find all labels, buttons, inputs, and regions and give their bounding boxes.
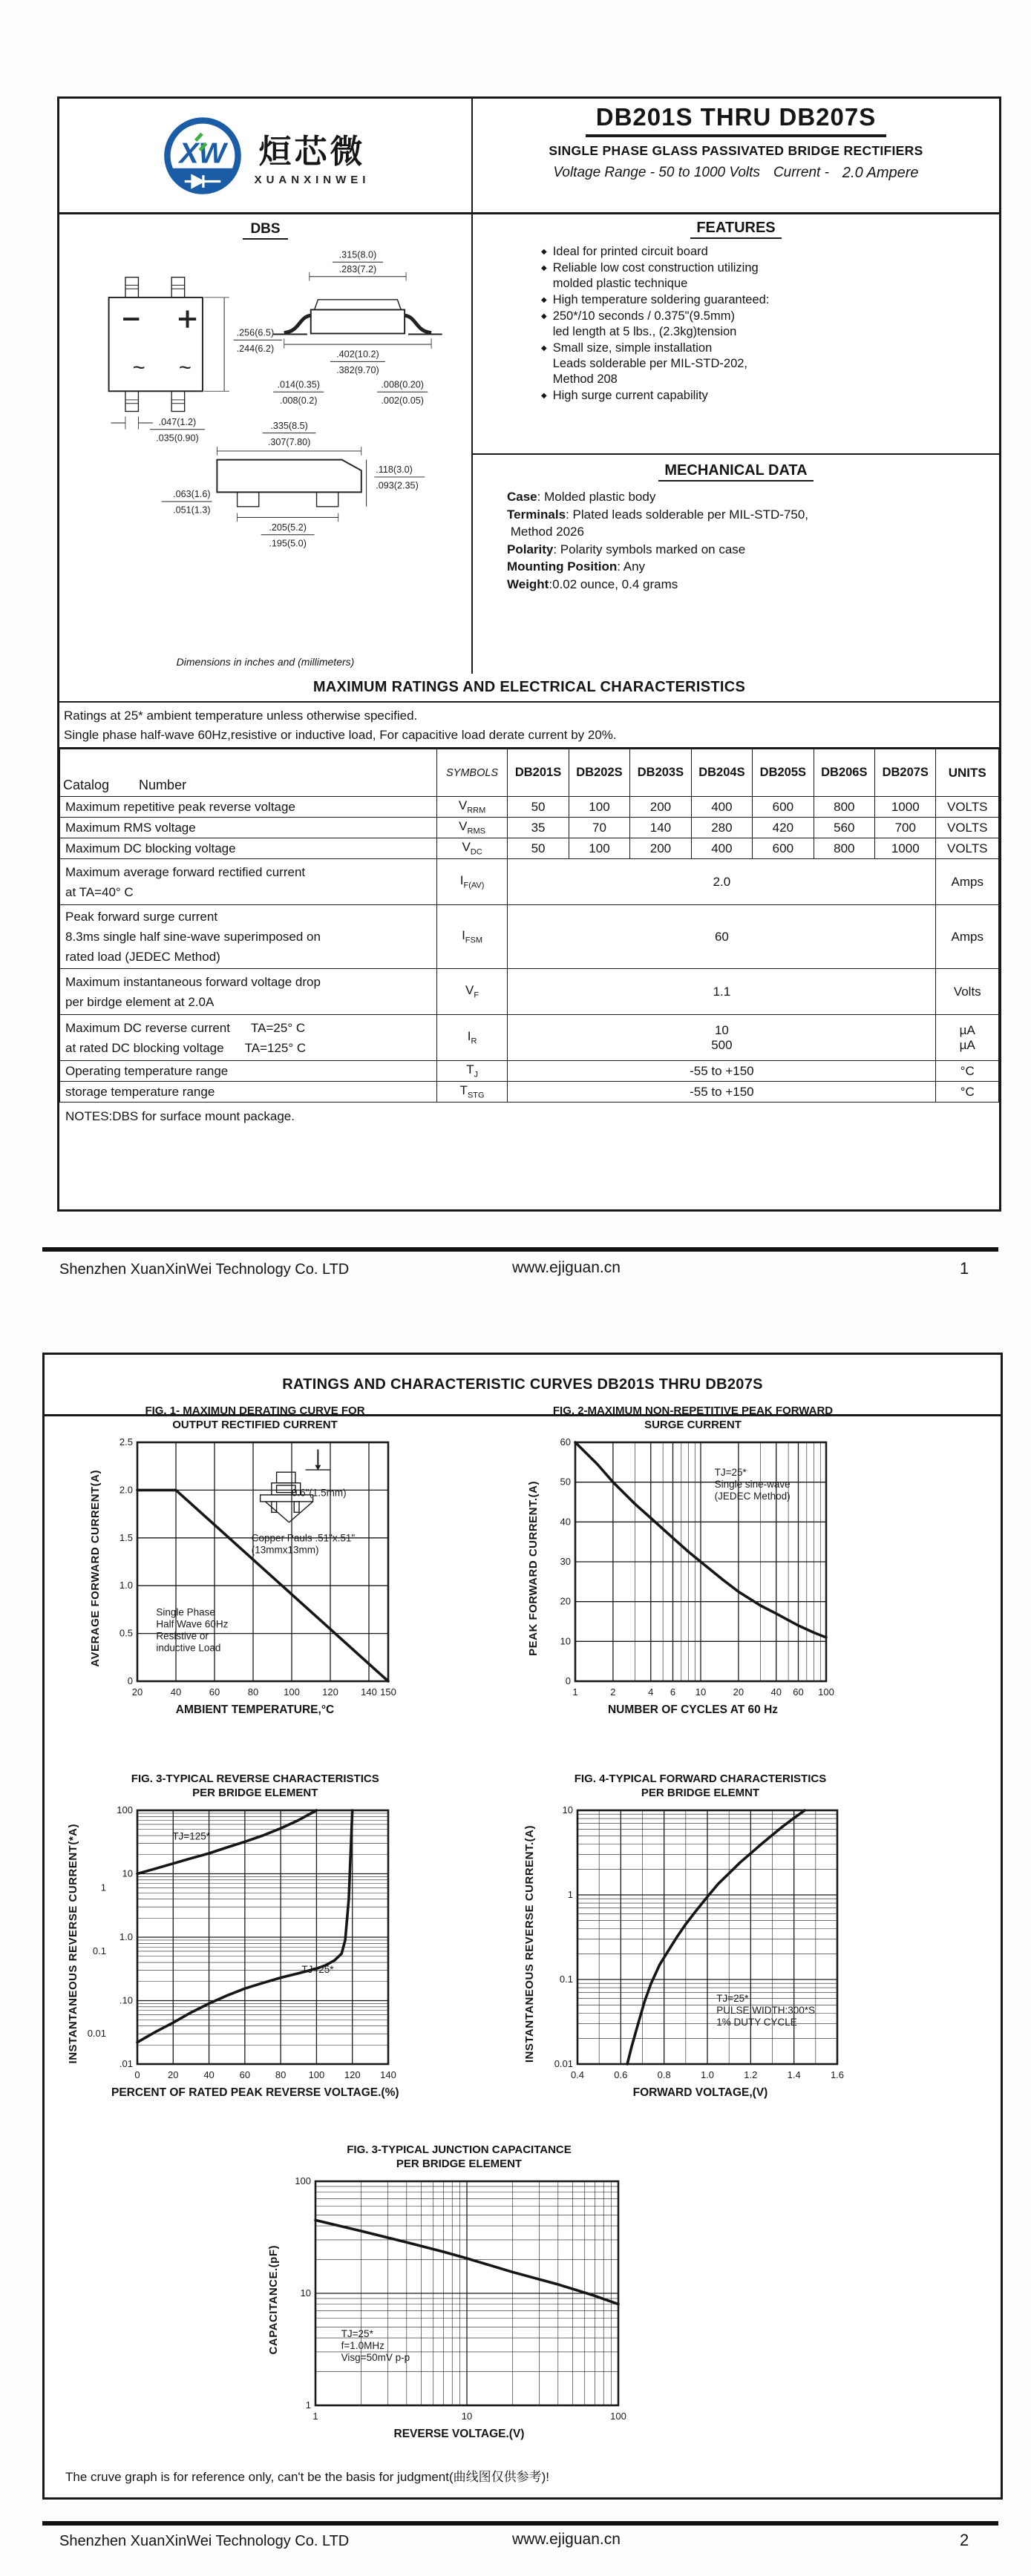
value-cell: 420 — [753, 818, 814, 838]
svg-text:80: 80 — [247, 1686, 259, 1698]
annotation: Copper Pauls .51"x.51" — [251, 1532, 356, 1544]
svg-text:.002(0.05): .002(0.05) — [380, 395, 424, 406]
svg-text:.008(0.2): .008(0.2) — [279, 395, 317, 406]
condition-line: Single phase half-wave 60Hz,resistive or inductive load, For capacitive load derate current by 20%. — [64, 728, 617, 742]
svg-text:1.2: 1.2 — [744, 2069, 758, 2080]
diamond-bullet-icon: ◆ — [541, 296, 547, 304]
table-header-row — [60, 749, 999, 797]
svg-text:0.8: 0.8 — [657, 2069, 671, 2080]
svg-text:1.5: 1.5 — [119, 1531, 133, 1543]
svg-text:6: 6 — [670, 1686, 676, 1698]
svg-text:100: 100 — [308, 2069, 325, 2080]
svg-text:.10: .10 — [119, 1994, 133, 2006]
features-heading: FEATURES — [473, 220, 999, 237]
unit-cell: µA µA — [936, 1015, 999, 1061]
annotation: Half Wave 60Hz — [156, 1618, 229, 1630]
annotation: Single sine-wave — [714, 1479, 791, 1491]
footer-website[interactable]: www.ejiguan.cn — [512, 1259, 621, 1276]
svg-text:1.0: 1.0 — [700, 2069, 715, 2080]
figure-3-title: FIG. 3-TYPICAL REVERSE CHARACTERISTICS — [131, 1772, 379, 1785]
annotation: Visg=50mV p-p — [341, 2351, 410, 2363]
ac-mark: ~ — [132, 355, 145, 380]
figure-3-ylabel: INSTANTANEOUS REVERSE CURRENT(*A) — [67, 1824, 79, 2064]
parameter-cell: Maximum instantaneous forward voltage drop per birdge element at 2.0A — [60, 969, 437, 1015]
svg-text:.195(5.0): .195(5.0) — [268, 538, 307, 549]
svg-text:150: 150 — [380, 1686, 396, 1698]
parameter-cell: Peak forward surge current 8.3ms single half sine-wave superimposed on rated load (JEDEC Method) — [60, 905, 437, 969]
svg-text:100: 100 — [295, 2175, 311, 2186]
datasheet-page-1 — [57, 96, 1001, 1212]
svg-text:.315(8.0): .315(8.0) — [338, 249, 376, 260]
annotation: (13mmx13mm) — [251, 1544, 319, 1556]
value-cell: 1000 — [875, 838, 936, 859]
svg-text:100: 100 — [610, 2411, 626, 2422]
ac-mark: ~ — [178, 355, 192, 380]
part-number-header: DB207S — [875, 749, 936, 797]
value-cell: 1000 — [875, 797, 936, 818]
parameter-cell: Operating temperature range — [60, 1061, 437, 1082]
unit-cell: Amps — [936, 859, 999, 905]
figure-2-plot — [540, 1435, 837, 1702]
symbol-cell: $T_J$ — [436, 1061, 508, 1082]
part-number-header: DB203S — [630, 749, 691, 797]
parameter-cell: Maximum DC blocking voltage — [60, 838, 437, 859]
footer-website[interactable]: www.ejiguan.cn — [512, 2531, 621, 2548]
unit-cell: VOLTS — [936, 838, 999, 859]
diamond-bullet-icon: ◆ — [541, 312, 547, 321]
unit-cell: VOLTS — [936, 797, 999, 818]
svg-text:0.4: 0.4 — [570, 2069, 585, 2080]
parameter-cell: Maximum RMS voltage — [60, 818, 437, 838]
svg-text:60: 60 — [239, 2069, 251, 2080]
unit-cell: Amps — [936, 905, 999, 969]
value-cell: 560 — [814, 818, 874, 838]
svg-text:80: 80 — [275, 2069, 287, 2080]
value-cell: 800 — [814, 797, 874, 818]
voltage-range: Voltage Range - 50 to 1000 Volts — [553, 165, 760, 180]
svg-text:120: 120 — [344, 2069, 361, 2080]
units-header: UNITS — [936, 749, 999, 797]
svg-text:.307(7.80): .307(7.80) — [267, 437, 310, 448]
diamond-bullet-icon: ◆ — [541, 248, 547, 256]
symbol-cell: $V_{RMS}$ — [436, 818, 508, 838]
table-row — [60, 818, 999, 838]
svg-text:60: 60 — [793, 1686, 804, 1698]
svg-text:0: 0 — [134, 2069, 140, 2080]
svg-text:.335(8.5): .335(8.5) — [269, 420, 308, 431]
value-cell: 140 — [630, 818, 691, 838]
mechanical-item: Method 2026 — [507, 525, 584, 539]
svg-text:20: 20 — [168, 2069, 179, 2080]
svg-text:0.1: 0.1 — [559, 1974, 573, 1985]
parameter-cell: Maximum DC reverse current TA=25° C at rated DC blocking voltage TA=125° C — [60, 1015, 437, 1061]
diamond-bullet-icon: ◆ — [541, 264, 547, 272]
figure-4-plot — [536, 1803, 848, 2085]
symbols-header: SYMBOLS — [436, 749, 508, 797]
svg-text:.205(5.2): .205(5.2) — [268, 522, 307, 533]
figure-3: FIG. 3-TYPICAL REVERSE CHARACTERISTICS PER BRIDGE ELEMENT INSTANTANEOUS REVERSE CURRENT(*A) 0 20 40 60 80 100 120 140 100 10 1.0 .10 .01 1 0.1 0.01 TJ=125* TJ=25* PERCENT OF RATED PEAK REVERSE VOLTAGE.(%) — [67, 1772, 399, 2099]
figure-1-xlabel: AMBIENT TEMPERATURE,°C — [175, 1703, 335, 1716]
feature-text: 250*/10 seconds / 0.375"(9.5mm) led length at 5 lbs., (2.3kg)tension — [552, 309, 737, 338]
svg-text:.256(6.5): .256(6.5) — [236, 327, 274, 338]
symbol-cell: $I_R$ — [436, 1015, 508, 1061]
part-number-header: DB202S — [569, 749, 629, 797]
value-cell: 2.0 — [508, 859, 936, 905]
figure-5-ylabel: CAPACITANCE.(pF) — [267, 2245, 280, 2355]
value-cell: -55 to +150 — [508, 1061, 936, 1082]
unit-cell: VOLTS — [936, 818, 999, 838]
header — [59, 99, 999, 214]
part-number-header: DB204S — [691, 749, 752, 797]
catalog-header: Catalog Number — [60, 749, 437, 797]
annotation: 1% DUTY CYCLE — [716, 2017, 797, 2028]
annotation: 0.6"(1.5mm) — [291, 1487, 347, 1499]
diamond-bullet-icon: ◆ — [541, 392, 547, 400]
figure-2-ylabel: PEAK FORWARD CURRENT.(A) — [527, 1481, 540, 1656]
package-drawing-panel — [59, 212, 473, 674]
svg-text:40: 40 — [170, 1686, 182, 1698]
parameter-cell: Maximum average forward rectified current at TA=40° C — [60, 859, 437, 905]
svg-text:60: 60 — [209, 1686, 220, 1698]
value-cell: 400 — [691, 838, 752, 859]
value-cell: 35 — [508, 818, 569, 838]
mechanical-section — [473, 462, 999, 593]
value-cell: 600 — [753, 838, 814, 859]
current-value: 2.0 Ampere — [842, 165, 919, 181]
svg-text:100: 100 — [284, 1686, 300, 1698]
value-cell: -55 to +150 — [508, 1082, 936, 1103]
svg-text:40: 40 — [770, 1686, 782, 1698]
logo-icon — [161, 114, 244, 197]
page-title: DB201S THRU DB207S — [586, 103, 886, 137]
feature-item — [541, 388, 999, 404]
current-label: Current - — [773, 165, 829, 180]
svg-text:1: 1 — [567, 1889, 573, 1900]
unit-cell: °C — [936, 1061, 999, 1082]
svg-text:1.4: 1.4 — [787, 2069, 801, 2080]
svg-text:1: 1 — [305, 2399, 311, 2411]
figure-2-xlabel: NUMBER OF CYCLES AT 60 Hz — [607, 1703, 779, 1716]
svg-text:100: 100 — [117, 1804, 133, 1816]
figure-5-title: FIG. 3-TYPICAL JUNCTION CAPACITANCE — [347, 2143, 572, 2156]
svg-text:.035(0.90): .035(0.90) — [155, 433, 199, 444]
figure-5-plot — [280, 2174, 629, 2426]
value-cell: 70 — [569, 818, 629, 838]
logo-latin-name: XUANXINWEI — [254, 174, 370, 186]
svg-text:.244(6.2): .244(6.2) — [236, 343, 274, 354]
svg-text:140: 140 — [361, 1686, 377, 1698]
table-row — [60, 797, 999, 818]
part-number-header: DB205S — [753, 749, 814, 797]
datasheet-page-2 — [42, 1353, 1003, 2500]
table-row — [60, 1015, 999, 1061]
feature-text: High temperature soldering guaranteed: — [552, 293, 770, 306]
svg-text:10: 10 — [461, 2411, 473, 2422]
svg-text:XW: XW — [179, 137, 226, 169]
feature-item — [541, 292, 999, 308]
svg-text:30: 30 — [560, 1556, 571, 1567]
figure-1-title: FIG. 1- MAXIMUN DERATING CURVE FOR — [145, 1404, 365, 1417]
table-row — [60, 838, 999, 859]
symbol-cell: $I_{FSM}$ — [436, 905, 508, 969]
value-cell: 280 — [691, 818, 752, 838]
table-row — [60, 969, 999, 1015]
svg-text:10: 10 — [122, 1867, 133, 1879]
svg-text:.063(1.6): .063(1.6) — [172, 489, 211, 500]
value-cell: 100 — [569, 797, 629, 818]
parameter-cell: storage temperature range — [60, 1082, 437, 1103]
footer-company: Shenzhen XuanXinWei Technology Co. LTD — [59, 2533, 350, 2549]
svg-text:40: 40 — [203, 2069, 215, 2080]
part-number-header: DB201S — [508, 749, 569, 797]
table-row — [60, 1082, 999, 1103]
annotation: TJ=25* — [341, 2327, 373, 2339]
feature-text: High surge current capability — [552, 389, 708, 402]
table-row — [60, 859, 999, 905]
package-name: DBS — [59, 221, 471, 237]
table-row — [60, 905, 999, 969]
svg-text:10: 10 — [695, 1686, 707, 1698]
svg-text:10: 10 — [560, 1635, 571, 1647]
page-subtitle: SINGLE PHASE GLASS PASSIVATED BRIDGE RECTIFIERS — [549, 143, 923, 158]
value-cell: 600 — [753, 797, 814, 818]
features-section — [473, 220, 999, 455]
figure-2: FIG. 2-MAXIMUM NON-REPETITIVE PEAK FORWARD SURGE CURRENT PEAK FORWARD CURRENT.(A) 1 2 4 6 10 20 40 60 100 0 10 20 30 40 50 60 TJ=25* Single sine-wave (JEDEC Method) NUMBER OF CYCLES AT 60 Hz — [527, 1404, 837, 1717]
figure-3-xlabel: PERCENT OF RATED PEAK REVERSE VOLTAGE.(%) — [111, 2086, 399, 2099]
curve-tj-125 — [137, 1810, 316, 1874]
value-cell: 100 — [569, 838, 629, 859]
svg-text:.014(0.35): .014(0.35) — [276, 379, 320, 390]
mechanical-list — [507, 488, 999, 593]
svg-text:0.1: 0.1 — [92, 1945, 106, 1956]
part-number-header: DB206S — [814, 749, 874, 797]
svg-text:.283(7.2): .283(7.2) — [338, 263, 376, 275]
range-line — [473, 165, 999, 182]
svg-text:0.01: 0.01 — [87, 2028, 106, 2040]
mechanical-item: Case: Molded plastic body — [507, 490, 656, 504]
features-list — [541, 244, 999, 404]
figure-3-plot — [79, 1803, 399, 2085]
value-cell: 400 — [691, 797, 752, 818]
value-cell: 800 — [814, 838, 874, 859]
figure-4-ylabel: INSTANTANEOUS REVERSE CURRENT.(A) — [523, 1824, 536, 2063]
svg-text:0.01: 0.01 — [554, 2058, 573, 2069]
symbol-cell: $V_F$ — [436, 969, 508, 1015]
svg-text:1.0: 1.0 — [119, 1931, 133, 1942]
svg-text:.008(0.20): .008(0.20) — [380, 379, 424, 390]
annotation: Single Phase — [156, 1606, 215, 1618]
curves-heading: RATINGS AND CHARACTERISTIC CURVES DB201S THRU DB207S — [45, 1355, 1001, 1416]
ratings-heading: MAXIMUM RATINGS AND ELECTRICAL CHARACTERISTICS — [59, 674, 999, 703]
unit-cell: Volts — [936, 969, 999, 1015]
svg-text:2.0: 2.0 — [119, 1484, 133, 1496]
svg-text:.093(2.35): .093(2.35) — [375, 480, 419, 491]
annotation: PULSE WIDTH:300*S — [716, 2005, 816, 2017]
feature-item — [541, 309, 999, 340]
parameter-cell: Maximum repetitive peak reverse voltage — [60, 797, 437, 818]
svg-text:.01: .01 — [119, 2058, 133, 2069]
svg-text:0.5: 0.5 — [119, 1627, 133, 1639]
symbol-cell: $I_{F(AV)}$ — [436, 859, 508, 905]
value-cell: 200 — [630, 797, 691, 818]
figure-4-xlabel: FORWARD VOLTAGE,(V) — [632, 2086, 768, 2099]
annotation: TJ=25* — [716, 1993, 749, 2005]
svg-text:120: 120 — [322, 1686, 338, 1698]
logo-chinese-name: 烜芯微 — [258, 134, 366, 170]
svg-text:.047(1.2): .047(1.2) — [158, 416, 196, 427]
svg-text:20: 20 — [131, 1686, 143, 1698]
svg-text:.051(1.3): .051(1.3) — [172, 505, 211, 516]
page-number: 2 — [960, 2531, 969, 2549]
feature-item — [541, 260, 999, 292]
value-cell: 1.1 — [508, 969, 936, 1015]
right-column — [473, 212, 999, 674]
unit-cell: °C — [936, 1082, 999, 1103]
ratings-table — [59, 749, 999, 1103]
figure-1-ylabel: AVERAGE FORWARD CURRENT(A) — [89, 1470, 102, 1667]
annotation: TJ=125* — [172, 1830, 210, 1842]
svg-text:10: 10 — [562, 1804, 573, 1816]
svg-text:2: 2 — [610, 1686, 616, 1698]
feature-text: Reliable low cost construction utilizing molded plastic technique — [552, 261, 759, 290]
figure-4-title: FIG. 4-TYPICAL FORWARD CHARACTERISTICS — [574, 1772, 827, 1785]
svg-text:2.5: 2.5 — [119, 1436, 133, 1448]
value-cell: 200 — [630, 838, 691, 859]
figure-1: FIG. 1- MAXIMUN DERATING CURVE FOR OUTPUT RECTIFIED CURRENT AVERAGE FORWARD CURRENT(A) 20 40 60 80 100 120 140 150 0 0.5 1.0 1.5 2.0 2.5 0.6"(1.5mm) Copper Pauls .51"x.51" (13mmx13mm) Single Phase Half Wave 60Hz Resistive or inductive Load AMBIENT TEMPERATURE,°C — [89, 1404, 399, 1717]
table-row — [60, 1061, 999, 1082]
svg-text:.402(10.2): .402(10.2) — [336, 349, 379, 360]
package-outline-drawing — [69, 243, 462, 579]
symbol-cell: $T_{STG}$ — [436, 1082, 508, 1103]
annotation: (JEDEC Method) — [714, 1491, 791, 1502]
svg-text:1: 1 — [100, 1882, 106, 1893]
mechanical-item: Terminals: Plated leads solderable per MIL-STD-750, — [507, 507, 809, 522]
annotation: Resistive or — [156, 1630, 209, 1642]
mechanical-item: Mounting Position: Any — [507, 559, 646, 574]
svg-text:20: 20 — [733, 1686, 744, 1698]
footer-rule — [42, 1247, 998, 1252]
title-block — [473, 99, 999, 212]
annotation: inductive Load — [156, 1642, 221, 1654]
logo-text — [255, 125, 370, 186]
svg-text:1.0: 1.0 — [119, 1580, 133, 1591]
svg-text:0.6: 0.6 — [614, 2069, 628, 2080]
feature-text: Small size, simple installation Leads solderable per MIL-STD-202, Method 208 — [552, 341, 748, 386]
company-logo — [59, 99, 473, 212]
svg-text:.118(3.0): .118(3.0) — [375, 464, 413, 476]
page-number: 1 — [960, 1259, 969, 1278]
feature-text: Ideal for printed circuit board — [552, 245, 708, 258]
table-note: NOTES:DBS for surface mount package. — [65, 1109, 295, 1123]
svg-text:0: 0 — [127, 1675, 133, 1686]
figure-2-title: FIG. 2-MAXIMUM NON-REPETITIVE PEAK FORWARD — [552, 1404, 834, 1417]
reference-note: The cruve graph is for reference only, can't be the basis for judgment(曲线图仅供参考)! — [65, 2470, 550, 2484]
condition-line: Ratings at 25* ambient temperature unless otherwise specified. — [64, 709, 418, 723]
svg-text:140: 140 — [380, 2069, 396, 2080]
figure-5-xlabel: REVERSE VOLTAGE.(V) — [393, 2428, 525, 2440]
figure-1-plot — [102, 1435, 399, 1702]
footer-company: Shenzhen XuanXinWei Technology Co. LTD — [59, 1261, 350, 1278]
value-cell: 50 — [508, 838, 569, 859]
value-cell: 50 — [508, 797, 569, 818]
svg-text:10: 10 — [300, 2287, 311, 2299]
svg-text:1: 1 — [312, 2411, 318, 2422]
value-cell: 60 — [508, 905, 936, 969]
diamond-bullet-icon: ◆ — [541, 344, 547, 352]
svg-text:4: 4 — [648, 1686, 654, 1698]
svg-text:100: 100 — [818, 1686, 834, 1698]
annotation: TJ=25* — [301, 1963, 334, 1975]
svg-text:40: 40 — [560, 1516, 571, 1528]
mechanical-heading: MECHANICAL DATA — [473, 462, 999, 479]
svg-text:50: 50 — [560, 1476, 571, 1488]
figure-4: FIG. 4-TYPICAL FORWARD CHARACTERISTICS PER BRIDGE ELEMNT INSTANTANEOUS REVERSE CURRENT.(A) 0.4 0.6 0.8 1.0 1.2 1.4 1.6 10 1 0.1 0.01 TJ=25* PULSE WIDTH:300*S 1% DUTY CYCLE FORWARD VOLTAGE,(V) — [523, 1772, 848, 2100]
feature-item — [541, 244, 999, 260]
svg-text:1: 1 — [572, 1686, 578, 1698]
value-cell: 10 500 — [508, 1015, 936, 1061]
package-caption: Dimensions in inches and (millimeters) — [176, 656, 355, 668]
symbol-cell: $V_{RRM}$ — [436, 797, 508, 818]
footer-rule — [42, 2521, 998, 2526]
symbol-cell: $V_{DC}$ — [436, 838, 508, 859]
value-cell: 700 — [875, 818, 936, 838]
svg-text:60: 60 — [560, 1436, 571, 1448]
mechanical-item: Polarity: Polarity symbols marked on case — [507, 542, 746, 556]
svg-text:1.6: 1.6 — [830, 2069, 845, 2080]
feature-item — [541, 341, 999, 387]
ratings-conditions — [59, 703, 999, 749]
annotation: f=1.0MHz — [341, 2339, 384, 2351]
svg-text:0: 0 — [565, 1675, 571, 1686]
svg-text:.382(9.70): .382(9.70) — [336, 364, 379, 375]
annotation: TJ=25* — [714, 1467, 747, 1479]
figure-5: FIG. 3-TYPICAL JUNCTION CAPACITANCE PER BRIDGE ELEMENT CAPACITANCE.(pF) 1 10 100 1 10 100 TJ=25* f=1.0MHz Visg=50mV p-p REVERSE VOLTAGE.(V) — [267, 2143, 629, 2441]
svg-text:20: 20 — [560, 1595, 571, 1607]
mechanical-item: Weight:0.02 ounce, 0.4 grams — [507, 576, 678, 591]
